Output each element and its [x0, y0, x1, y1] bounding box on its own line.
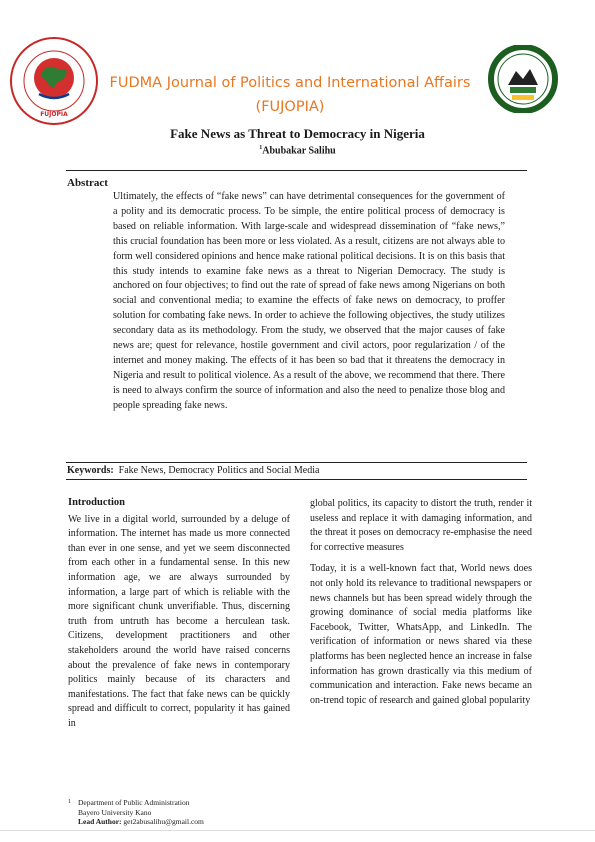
keywords-text: Fake News, Democracy Politics and Social Media: [118, 465, 320, 476]
body-paragraph: We live in a digital world, surrounded by a deluge of information. The internet has made us more connected than ever in one sense, and yet we seem disconnected from each other in a fundamental sense. In this new information age, we are always surrounded by information, a large part of which is reliable with the more significant chunk unverifiable. Thus, discerning truth from untruth has become a herculean task. Citizens, development practitioners and other stakeholders around the world have raised concerns about the prevalence of fake news in contemporary politics mainly because of its characters and manifestations. The fact that fake news can be quickly spread and difficult to correct, popularity it has gained in: [68, 513, 290, 729]
abstract-heading: Abstract: [67, 177, 108, 189]
author-email: get2abusalihu@gmail.com: [123, 817, 204, 826]
author-footnote-marker: 1: [259, 145, 263, 151]
abstract-text: Ultimately, the effects of “fake news” can have detrimental consequences for the government of a polity and its democratic process. To be simple, the entire political process of democracy is based on reliable information. With large-scale and widespread dissemination of “fake news,” this crucial foundation has been more or less violated. As a result, citizens are not always able to form well considered opinions and hence make rational political decisions. It is on this basis that this study intends to examine fake news as a threat to Nigerian Democracy. The study is anchored on four objectives; to find out the rate of spread of fake news among Nigerians on both social and conventional media; to examine the effects of fake news on democracy, to proffer solution for combating fake news. In order to achieve the following objectives, the study utilizes secondary data as its methodology. From the study, we observed that the major causes of fake news are; quest for relevance, hostile government and civil actors, poor regularization / of the internet and money making. The effects of it has been so bad that it threatens the democracy in Nigeria and result to political violence. As a result of the above, we recommend that there. There is need to always confirm the source of information and also the need to penalize those blog and people spreading fake news.: [113, 191, 505, 411]
divider-keywords-bottom: [66, 479, 527, 480]
footnote-department: Department of Public Administration: [78, 798, 190, 807]
keywords-label: Keywords:: [67, 465, 114, 476]
footnote-university: Bayero University Kano: [78, 807, 152, 817]
footnote-marker: 1: [68, 799, 71, 805]
body-paragraph: Today, it is a well-known fact that, World news does not only hold its relevance to traditional newspapers or news channels but has been spread widely through the growing dominance of social media platforms like Facebook, Twitter, WhatsApp, and LinkedIn. The verification of information or news shared via these platforms has been neglected hence an increase in false information has grown drastically via this medium of communication and interaction. Fake news became an on-trend topic of research and gained global popularity: [310, 563, 532, 706]
journal-name: FUDMA Journal of Politics and International Affairs: [109, 75, 471, 91]
journal-header: [0, 0, 595, 118]
university-logo: [478, 45, 568, 113]
divider-keywords-top: [66, 462, 527, 463]
divider-top: [66, 170, 527, 171]
page-bottom-divider: [0, 830, 595, 831]
keywords-line: [67, 465, 319, 476]
footnote: [68, 798, 204, 827]
author-line: [0, 145, 595, 156]
author-name: Abubakar Salihu: [262, 145, 336, 157]
left-column: [68, 496, 290, 732]
section-heading: Introduction: [68, 497, 125, 508]
journal-abbreviation: (FUJOPIA): [255, 99, 325, 115]
body-paragraph: global politics, its capacity to distort the truth, render it useless and replace it with damaging information, and the threat it poses on democracy re-emphasise the need for corrective measures: [310, 498, 532, 553]
svg-text:FUJOPIA: FUJOPIA: [40, 111, 68, 118]
right-column: [310, 497, 532, 708]
journal-title: [100, 71, 480, 119]
journal-logo: [9, 36, 99, 126]
paper-title: Fake News as Threat to Democracy in Nigeria: [170, 126, 425, 141]
footnote-contact: [78, 817, 204, 827]
lead-author-label: Lead Author:: [78, 817, 122, 826]
